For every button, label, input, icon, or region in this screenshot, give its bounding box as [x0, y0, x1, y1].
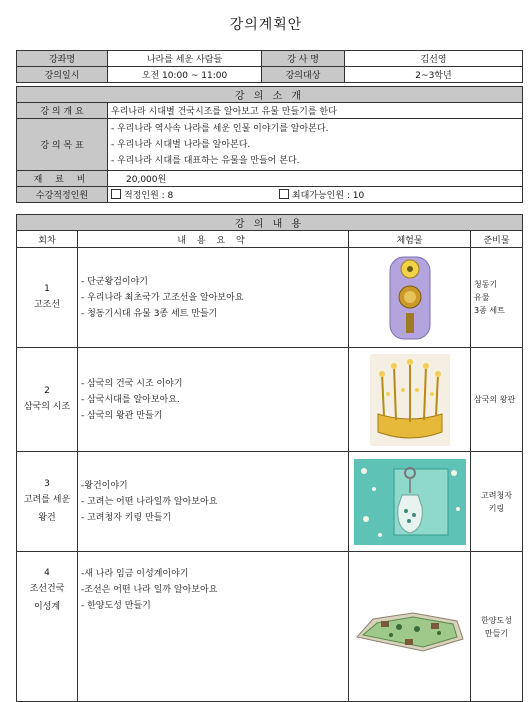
- session-cell: [17, 452, 78, 552]
- table-row: [17, 452, 523, 552]
- material-item: 3종 세트: [474, 306, 505, 315]
- material-item: 한양도성: [481, 615, 512, 625]
- material-item: 삼국의 왕관: [474, 395, 516, 404]
- summary-item: - 우리나라 최초국가 고조선을 알아보아요: [81, 292, 244, 303]
- session-title: 왕건: [38, 512, 56, 523]
- celadon-keyring-image: [354, 459, 466, 545]
- teacher-label: 강 사 명: [262, 51, 345, 67]
- crown-image: [370, 354, 450, 446]
- experience-cell: [349, 552, 471, 702]
- goals-list: [108, 119, 523, 171]
- summary-cell: [78, 348, 349, 452]
- session-cell: [17, 552, 78, 702]
- experience-cell: [349, 248, 471, 348]
- capacity-checkbox-1[interactable]: [111, 188, 276, 201]
- content-section-title: 강 의 내 용: [17, 215, 523, 231]
- summary-item: - 한양도성 만들기: [81, 601, 151, 611]
- document-title: 강의계획안: [229, 17, 303, 33]
- material-item: 유물: [474, 293, 490, 302]
- session-cell: [17, 248, 78, 348]
- session-title: 이성계: [33, 602, 61, 612]
- goal-item: - 우리나라 역사속 나라를 세운 인물 이야기를 알아본다.: [111, 123, 329, 134]
- subject-label: 강좌명: [17, 51, 108, 67]
- capacity-options: [108, 187, 523, 203]
- goal-item: - 우리나라 시대를 대표하는 유물을 만들어 본다.: [111, 155, 300, 166]
- summary-item: - 삼국시대를 알아보아요.: [81, 394, 180, 405]
- summary-item: - 청동기시대 유물 3종 세트 만들기: [81, 308, 218, 319]
- header-summary: 내 용 요 약: [78, 231, 349, 248]
- materials-cell: [471, 552, 523, 702]
- summary-cell: [78, 452, 349, 552]
- summary-item: -조선은 어떤 나라 일까 알아보아요: [81, 585, 218, 595]
- capacity-opt1-label: 적정인원 : 8: [124, 191, 174, 201]
- bronze-age-artifact-image: [386, 255, 434, 341]
- header-experience: 체험물: [349, 231, 471, 248]
- session-number: 4: [44, 568, 50, 578]
- checkbox-icon: [111, 189, 121, 199]
- fee-value: 20,000원: [108, 171, 523, 187]
- session-cell: [17, 348, 78, 452]
- session-number: 1: [44, 283, 50, 294]
- materials-cell: [471, 248, 523, 348]
- summary-item: - 고려는 어떤 나라일까 알아보아요: [81, 496, 218, 507]
- checkbox-icon: [279, 189, 289, 199]
- intro-section-title: 강 의 소 개: [17, 87, 523, 103]
- session-title: 고조선: [33, 299, 61, 310]
- summary-item: -새 나라 임금 이성계이야기: [81, 569, 189, 579]
- table-row: [17, 348, 523, 452]
- material-item: 청동기: [474, 280, 498, 289]
- material-item: 만들기: [484, 628, 509, 638]
- capacity-label: 수강적정인원: [17, 187, 108, 203]
- goals-label: 강 의 목 표: [17, 119, 108, 171]
- subject-value: 나라를 세운 사람들: [108, 51, 262, 67]
- session-title: 삼국의 시조: [23, 401, 71, 412]
- summary-cell: [78, 248, 349, 348]
- summary-item: - 단군왕검이야기: [81, 276, 148, 287]
- experience-cell: [349, 452, 471, 552]
- summary-item: - 삼국의 왕관 만들기: [81, 410, 163, 421]
- teacher-value: 김선영: [345, 51, 523, 67]
- materials-cell: [471, 348, 523, 452]
- fee-label: 재 료 비: [17, 171, 108, 187]
- target-label: 강의대상: [262, 67, 345, 83]
- material-item: 키링: [488, 503, 505, 513]
- experience-cell: [349, 348, 471, 452]
- table-row: [17, 552, 523, 702]
- target-value: 2~3학년: [345, 67, 523, 83]
- summary-item: -왕건이야기: [81, 480, 128, 491]
- date-value: 오전 10:00 ~ 11:00: [108, 67, 262, 83]
- materials-cell: [471, 452, 523, 552]
- session-number: 3: [44, 478, 50, 489]
- session-title: 조선건국: [29, 584, 65, 594]
- capacity-checkbox-2[interactable]: [279, 191, 364, 201]
- overview-label: 강 의 개 요: [17, 103, 108, 119]
- material-item: 고려청자: [481, 490, 512, 500]
- intro-table: [16, 86, 523, 203]
- session-number: 2: [44, 385, 50, 396]
- header-materials: 준비물: [471, 231, 523, 248]
- content-table: [16, 214, 523, 702]
- info-table: [16, 50, 523, 83]
- summary-item: - 고려청자 키링 만들기: [81, 512, 172, 523]
- date-label: 강의일시: [17, 67, 108, 83]
- overview-text: 우리나라 시대별 건국시조를 알아보고 유물 만들기를 한다: [108, 103, 523, 119]
- capacity-opt2-label: 최대가능인원 : 10: [291, 191, 365, 201]
- session-title: 고려를 세운: [23, 494, 71, 505]
- summary-cell: [78, 552, 349, 702]
- table-row: [17, 248, 523, 348]
- hanyang-fortress-model-image: [353, 597, 467, 657]
- summary-item: - 삼국의 건국 시조 이야기: [81, 378, 183, 389]
- header-session: 회차: [17, 231, 78, 248]
- goal-item: - 우리나라 시대별 나라를 알아본다.: [111, 139, 251, 150]
